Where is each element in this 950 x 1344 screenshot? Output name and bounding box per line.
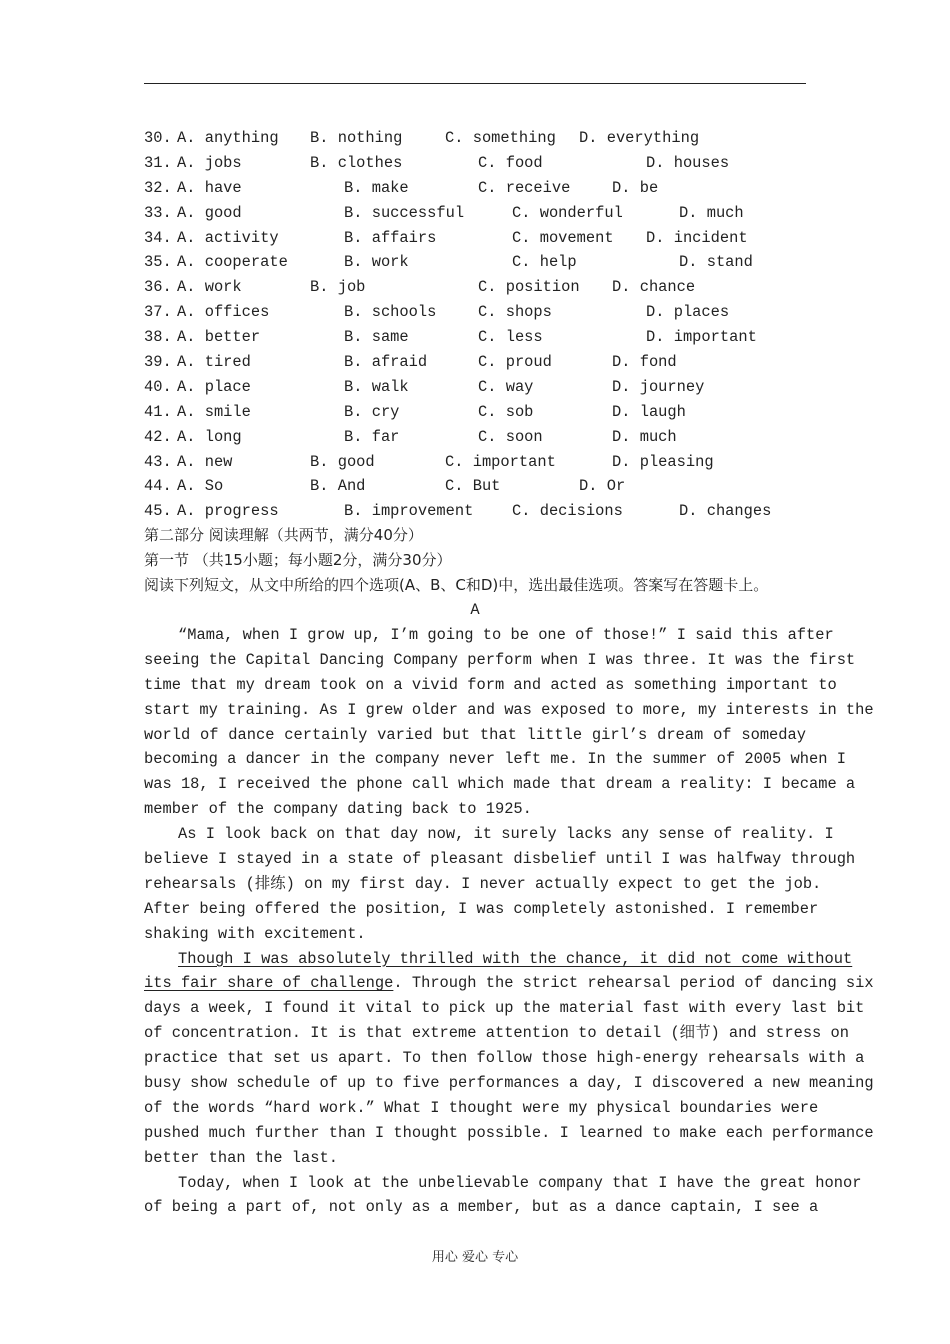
- option-a: A. cooperate: [177, 253, 288, 272]
- option-b: B. clothes: [310, 153, 403, 172]
- paragraph-1: [144, 623, 874, 822]
- option-c: C. movement: [512, 228, 614, 247]
- option-b: B. successful: [344, 203, 465, 222]
- passage-line: practice that set us apart. To then follow those high-energy rehearsals with a: [144, 1049, 865, 1068]
- option-row: [144, 375, 806, 400]
- option-b: B. improvement: [344, 502, 474, 521]
- option-d: D. Or: [579, 477, 626, 496]
- option-d: D. incident: [646, 228, 748, 247]
- option-row: [144, 151, 806, 176]
- option-row: [144, 450, 806, 475]
- option-row: [144, 126, 806, 151]
- option-a: A. tired: [177, 353, 251, 372]
- option-a: A. smile: [177, 402, 251, 421]
- option-c: C. food: [478, 153, 543, 172]
- option-d: D. places: [646, 303, 730, 322]
- option-c: C. decisions: [512, 502, 623, 521]
- question-number: 42.: [144, 427, 172, 446]
- question-number: 36.: [144, 278, 172, 297]
- passage-label: A: [470, 601, 480, 619]
- option-b: B. cry: [344, 402, 400, 421]
- option-row: [144, 275, 806, 300]
- option-row: [144, 350, 806, 375]
- option-d: D. much: [612, 427, 677, 446]
- question-number: 45.: [144, 502, 172, 521]
- option-a: A. So: [177, 477, 224, 496]
- question-number: 44.: [144, 477, 172, 496]
- option-c: C. shops: [478, 303, 552, 322]
- option-row: [144, 400, 806, 425]
- passage-line: of concentration. It is that extreme attention to detail (细节) and stress on: [144, 1024, 850, 1043]
- passage-line: Today, when I look at the unbelievable company that I have the great honor: [178, 1173, 862, 1192]
- option-b: B. job: [310, 278, 366, 297]
- passage-line: of being a part of, not only as a member, but as a dance captain, I see a: [144, 1198, 819, 1217]
- passage-line: time that my dream took on a vivid form and acted as something important to: [144, 675, 837, 694]
- underlined-sentence-part-1: Though I was absolutely thrilled with the chance, it did not come without: [178, 949, 853, 968]
- question-number: 38.: [144, 328, 172, 347]
- passage-line: was 18, I received the phone call which made that dream a reality: I became a: [144, 775, 856, 794]
- passage-line: member of the company dating back to 1925.: [144, 800, 532, 819]
- question-number: 30.: [144, 129, 172, 147]
- passage-line: becoming a dancer in the company never left me. In the summer of 2005 when I: [144, 750, 846, 769]
- option-c: C. wonderful: [512, 203, 623, 222]
- option-row: [144, 176, 806, 201]
- passage-line: After being offered the position, I was completely astonished. I remember: [144, 899, 819, 918]
- passage-line: believe I stayed in a state of pleasant disbelief until I was halfway through: [144, 850, 856, 869]
- option-b: B. And: [310, 477, 366, 496]
- passage-line: better than the last.: [144, 1148, 338, 1167]
- instruction-text: 阅读下列短文，从文中所给的四个选项(A、B、C和D)中，选出最佳选项。答案写在答题卡上。: [144, 576, 769, 594]
- option-a: A. have: [177, 178, 242, 197]
- option-b: B. walk: [344, 377, 409, 396]
- question-number: 32.: [144, 178, 172, 197]
- option-row: [144, 250, 806, 275]
- option-b: B. nothing: [310, 129, 403, 147]
- passage-line: busy show schedule of up to five performances a day, I discovered a new meaning: [144, 1074, 874, 1093]
- underlined-sentence-part-2: its fair share of challenge: [144, 974, 394, 993]
- cloze-options: [144, 126, 806, 524]
- option-c: C. position: [478, 278, 580, 297]
- question-number: 37.: [144, 303, 172, 322]
- passage-line: rehearsals (排练) on my first day. I never actually expect to get the job.: [144, 874, 822, 893]
- option-b: B. afraid: [344, 353, 428, 372]
- option-c: C. proud: [478, 353, 552, 372]
- passage-line: pushed much further than I thought possible. I learned to make each performance: [144, 1123, 874, 1142]
- option-a: A. jobs: [177, 153, 242, 172]
- option-row: [144, 499, 806, 524]
- option-b: B. same: [344, 328, 409, 347]
- option-row: [144, 226, 806, 251]
- option-d: D. chance: [612, 278, 696, 297]
- option-c: C. sob: [478, 402, 534, 421]
- option-c: C. help: [512, 253, 577, 272]
- option-d: D. stand: [679, 253, 753, 272]
- option-a: A. place: [177, 377, 251, 396]
- option-b: B. schools: [344, 303, 437, 322]
- option-a: A. offices: [177, 303, 270, 322]
- option-a: A. progress: [177, 502, 279, 521]
- paragraph-3-rest: [144, 996, 874, 1170]
- option-row: [144, 201, 806, 226]
- option-a: A. activity: [177, 228, 279, 247]
- option-d: D. everything: [579, 129, 700, 147]
- passage-line: start my training. As I grew older and was exposed to more, my interests in the: [144, 700, 874, 719]
- passage-line: seeing the Capital Dancing Company perform when I was three. It was the first: [144, 650, 856, 669]
- option-row: [144, 425, 806, 450]
- passage-line: world of dance certainly varied but that little girl’s dream of someday: [144, 725, 806, 744]
- option-d: D. laugh: [612, 402, 686, 421]
- option-a: A. work: [177, 278, 242, 297]
- passage-line: days a week, I found it vital to pick up the material fast with every last bit: [144, 999, 865, 1018]
- option-a: A. new: [177, 452, 233, 471]
- option-d: D. houses: [646, 153, 730, 172]
- option-row: [144, 474, 806, 499]
- option-b: B. make: [344, 178, 409, 197]
- option-d: D. journey: [612, 377, 705, 396]
- option-c: C. soon: [478, 427, 543, 446]
- option-b: B. affairs: [344, 228, 437, 247]
- option-d: D. be: [612, 178, 659, 197]
- option-c: C. less: [478, 328, 543, 347]
- passage-text: . Through the strict rehearsal period of dancing six: [393, 974, 874, 993]
- question-number: 33.: [144, 203, 172, 222]
- section-subtitle: 第一节 （共15小题；每小题2分，满分30分）: [144, 551, 452, 569]
- passage-line: [144, 947, 853, 972]
- question-number: 34.: [144, 228, 172, 247]
- option-a: A. long: [177, 427, 242, 446]
- option-row: [144, 325, 806, 350]
- option-a: A. anything: [177, 129, 279, 147]
- page-footer: 用心 爱心 专心: [431, 1250, 519, 1265]
- question-number: 43.: [144, 452, 172, 471]
- question-number: 31.: [144, 153, 172, 172]
- option-c: C. way: [478, 377, 534, 396]
- paragraph-2: [144, 822, 856, 946]
- passage-line: [144, 971, 874, 996]
- header-rule: [144, 83, 806, 84]
- option-b: B. far: [344, 427, 400, 446]
- passage-line: shaking with excitement.: [144, 924, 366, 943]
- passage-line: of the words “hard work.” What I thought were my physical boundaries were: [144, 1098, 819, 1117]
- question-number: 35.: [144, 253, 172, 272]
- reading-passage: [144, 623, 874, 1220]
- passage-line: As I look back on that day now, it surely lacks any sense of reality. I: [178, 825, 834, 844]
- option-c: C. important: [445, 452, 556, 471]
- option-row: [144, 300, 806, 325]
- option-a: A. better: [177, 328, 261, 347]
- option-d: D. important: [646, 328, 757, 347]
- option-c: C. But: [445, 477, 501, 496]
- option-d: D. fond: [612, 353, 677, 372]
- paragraph-3: [144, 947, 874, 1171]
- part-title: 第二部分 阅读理解（共两节，满分40分）: [144, 526, 423, 544]
- option-c: C. something: [445, 129, 556, 147]
- option-a: A. good: [177, 203, 242, 222]
- passage-line: “Mama, when I grow up, I’m going to be one of those!” I said this after: [178, 626, 834, 644]
- option-d: D. changes: [679, 502, 772, 521]
- option-b: B. good: [310, 452, 375, 471]
- question-number: 41.: [144, 402, 172, 421]
- question-number: 40.: [144, 377, 172, 396]
- option-d: D. pleasing: [612, 452, 714, 471]
- question-number: 39.: [144, 353, 172, 372]
- option-b: B. work: [344, 253, 409, 272]
- paragraph-4: [144, 1171, 862, 1221]
- option-c: C. receive: [478, 178, 571, 197]
- option-d: D. much: [679, 203, 744, 222]
